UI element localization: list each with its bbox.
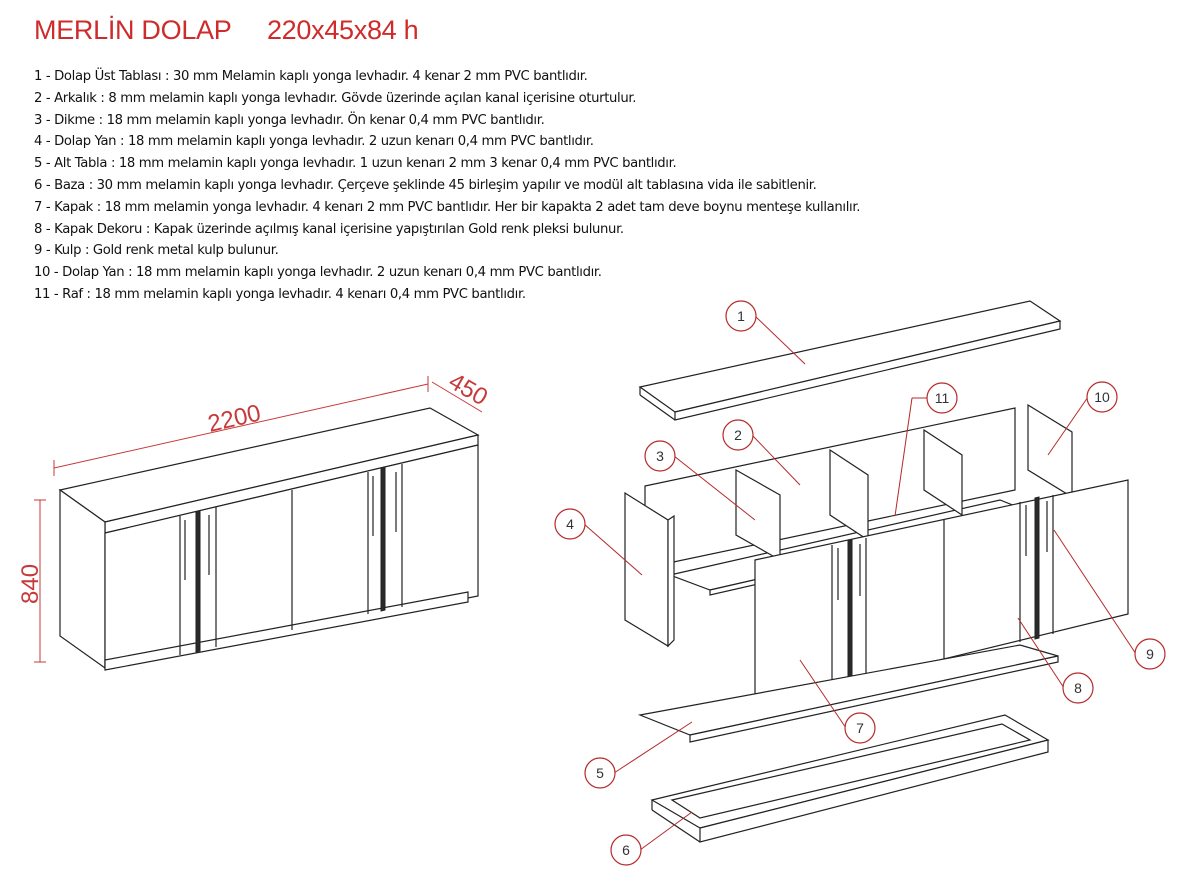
page-title: MERLİN DOLAP 220x45x84 h — [34, 15, 419, 45]
spec-item-9: 9 - Kulp : Gold renk metal kulp bulunur. — [34, 243, 279, 259]
exploded-view — [625, 301, 1128, 842]
svg-text:1: 1 — [737, 308, 745, 324]
spec-item-7: 7 - Kapak : 18 mm melamin yonga levhadır. 4 kenarı 2 mm PVC bantlıdır. Her bir kapakta 2 adet tam deve boynu menteşe kullanılır. — [34, 199, 861, 215]
door-decor-strip — [381, 467, 385, 611]
spec-item-5: 5 - Alt Tabla : 18 mm melamin kaplı yonga levhadır. 1 uzun kenarı 2 mm 3 kenar 0,4 mm PVC bantlıdır. — [34, 156, 677, 172]
svg-text:8: 8 — [1074, 680, 1082, 696]
spec-item-11: 11 - Raf : 18 mm melamin kaplı yonga levhadır. 4 kenarı 0,4 mm PVC bantlıdır. — [34, 286, 526, 302]
svg-text:5: 5 — [596, 765, 604, 781]
svg-text:6: 6 — [622, 842, 630, 858]
door-decor-strip — [848, 540, 852, 685]
callout-6 — [611, 812, 692, 865]
callout-5 — [585, 722, 692, 788]
height-dimension-label: 840 — [17, 563, 44, 604]
svg-text:10: 10 — [1094, 389, 1110, 405]
spec-item-10: 10 - Dolap Yan : 18 mm melamin kaplı yonga levhadır. 2 uzun kenarı 0,4 mm PVC bantlıdır. — [34, 265, 602, 281]
svg-text:9: 9 — [1146, 646, 1154, 662]
cabinet-side — [60, 490, 105, 668]
spec-item-1: 1 - Dolap Üst Tablası : 30 mm Melamin kaplı yonga levhadır. 4 kenar 2 mm PVC bantlıdır. — [34, 69, 588, 84]
spec-item-6: 6 - Baza : 30 mm melamin kaplı yonga levhadır. Çerçeve şeklinde 45 birleşim yapılır ve modül alt tablasına vida ile sabitlenir. — [34, 177, 817, 193]
spec-item-3: 3 - Dikme : 18 mm melamin kaplı yonga levhadır. Ön kenar 0,4 mm PVC bantlıdır. — [34, 112, 545, 128]
side-panel-left — [625, 493, 668, 646]
door-decor-strip — [196, 511, 200, 652]
side-panel-right — [1028, 405, 1072, 497]
spec-item-2: 2 - Arkalık : 8 mm melamin kaplı yonga levhadır. Gövde üzerinde açılan kanal içerisine oturtulur. — [34, 90, 637, 106]
svg-text:3: 3 — [656, 448, 664, 464]
svg-text:2: 2 — [734, 427, 742, 443]
svg-text:4: 4 — [566, 516, 574, 532]
door-decor-strip — [1035, 497, 1039, 639]
depth-dimension-label: 450 — [444, 367, 493, 412]
spec-item-4: 4 - Dolap Yan : 18 mm melamin kaplı yonga levhadır. 2 uzun kenarı 0,4 mm PVC bantlıdır. — [34, 134, 594, 150]
width-dimension-label: 2200 — [205, 399, 264, 438]
top-panel — [640, 301, 1060, 412]
svg-text:7: 7 — [856, 720, 864, 736]
spec-item-8: 8 - Kapak Dekoru : Kapak üzerinde açılmış kanal içerisine yapıştırılan Gold renk pleksi bulunur. — [34, 221, 624, 237]
svg-text:11: 11 — [934, 390, 950, 406]
assembled-cabinet — [17, 368, 492, 670]
